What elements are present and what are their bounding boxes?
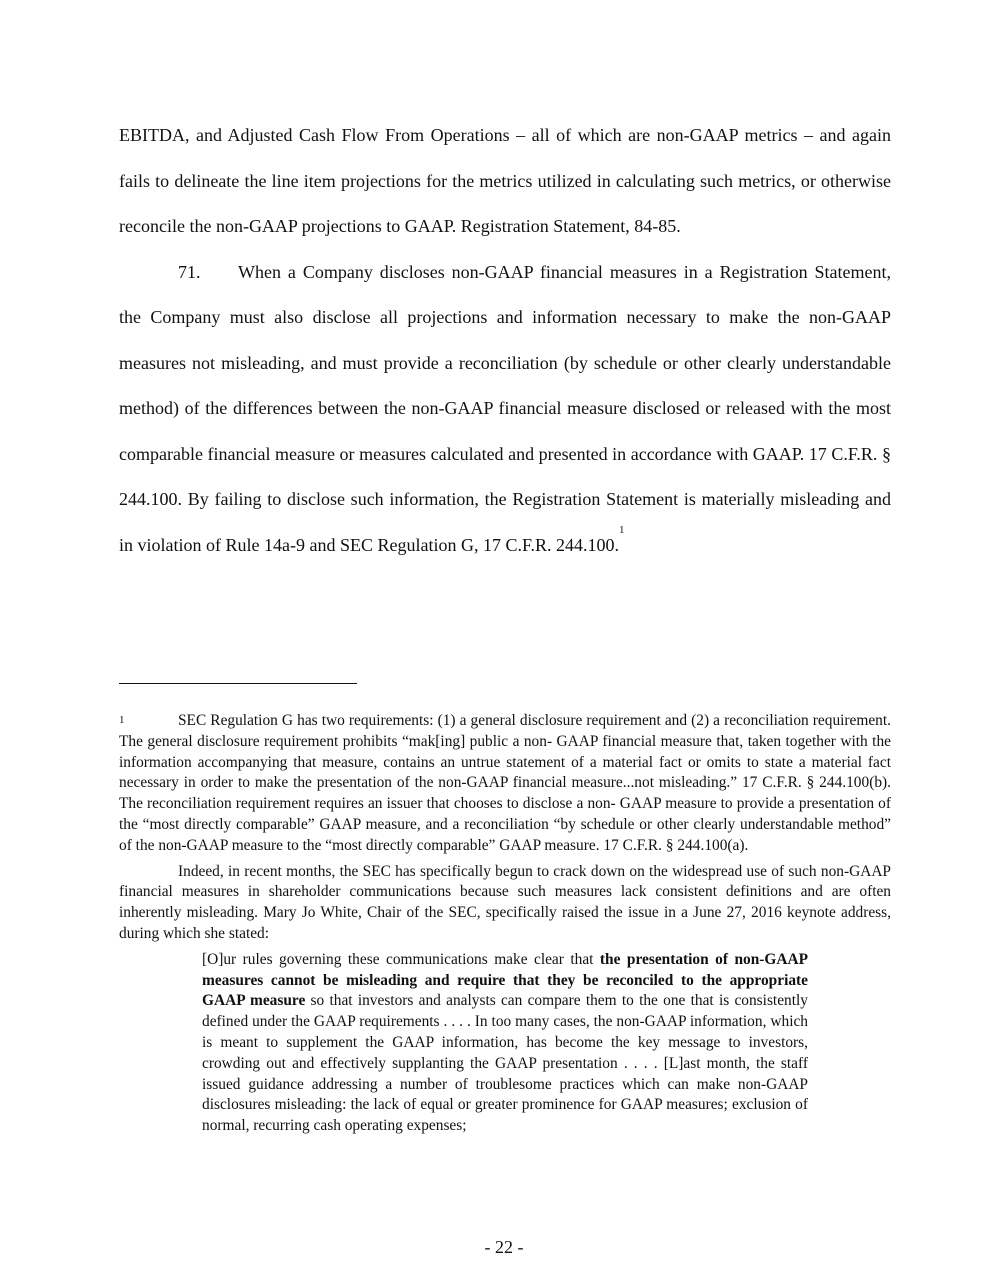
footnote-paragraph-1 [119,711,891,857]
quote-text-end: so that investors and analysts can compare them to the one that is consistently defined under the GAAP requirements . . . . In too many cases, the non-GAAP information, which is meant to supplement the GAAP information, has become the key message to investors, crowding out and effectively supplanting the GAAP presentation . . . . [L]ast month, the staff issued guidance addressing a number of troublesome practices which can make non-GAAP disclosures misleading: the lack of equal or greater prominence for GAAP measures; exclusion of normal, recurring cash operating expenses; [202,992,808,1135]
footnote-marker: 1 [119,714,125,726]
paragraph-71-text: When a Company discloses non-GAAP financial measures in a Registration Statement, the Company must also disclose all projections and information necessary to make the non-GAAP measures not misleading, and must provide a reconciliation (by schedule or other clearly understandable method) of the differences between the non-GAAP financial measure disclosed or released with the most comparable financial measure or measures calculated and presented in accordance with GAAP. 17 C.F.R. § 244.100. By failing to disclose such information, the Registration Statement is materially misleading and in violation of Rule 14a-9 and SEC Regulation G, 17 C.F.R. 244.100. [119,261,891,555]
quote-text-start: [O]ur rules governing these communications make clear that [202,950,600,968]
quote-bold-text: the presentation of non-GAAP measures cannot be misleading and require that they be reconciled to the appropriate GAAP measure [202,950,808,1010]
main-body-text [119,113,891,568]
paragraph-71 [119,250,891,569]
page-number: - 22 - [484,1237,524,1257]
paragraph-number: 71. [178,261,201,282]
footnote-separator [119,683,357,684]
footnote-block [119,711,891,1137]
paragraph-70-continued: EBITDA, and Adjusted Cash Flow From Operations – all of which are non-GAAP metrics – and again fails to delineate the line item projections for the metrics utilized in calculating such metrics, or otherwise reconcile the non-GAAP projections to GAAP. Registration Statement, 84-85. [119,125,891,236]
footnote-blockquote [202,950,808,1137]
footnote-paragraph-2: Indeed, in recent months, the SEC has specifically begun to crack down on the widespread use of such non-GAAP financial measures in shareholder communications because such measures lack consistent definitions and are often inherently misleading. Mary Jo White, Chair of the SEC, specifically raised the issue in a June 27, 2016 keynote address, during which she stated: [119,862,891,942]
footnote-reference[interactable]: 1 [619,523,625,536]
footnote-text-1: SEC Regulation G has two requirements: (1) a general disclosure requirement and (2) a reconciliation requirement. The general disclosure requirement prohibits “mak[ing] public a non- GAAP financial measure that, taken together with the information accompanying that measure, contains an untrue statement of a material fact or omits to state a material fact necessary in order to make the presentation of the non-GAAP financial measure...not misleading.” 17 C.F.R. § 244.100(b). The reconciliation requirement requires an issuer that chooses to disclose a non- GAAP measure to provide a presentation of the “most directly comparable” GAAP measure, and a reconciliation “by schedule or other clearly understandable method” of the non-GAAP measure to the “most directly comparable” GAAP measure. 17 C.F.R. § 244.100(a). [119,712,891,854]
